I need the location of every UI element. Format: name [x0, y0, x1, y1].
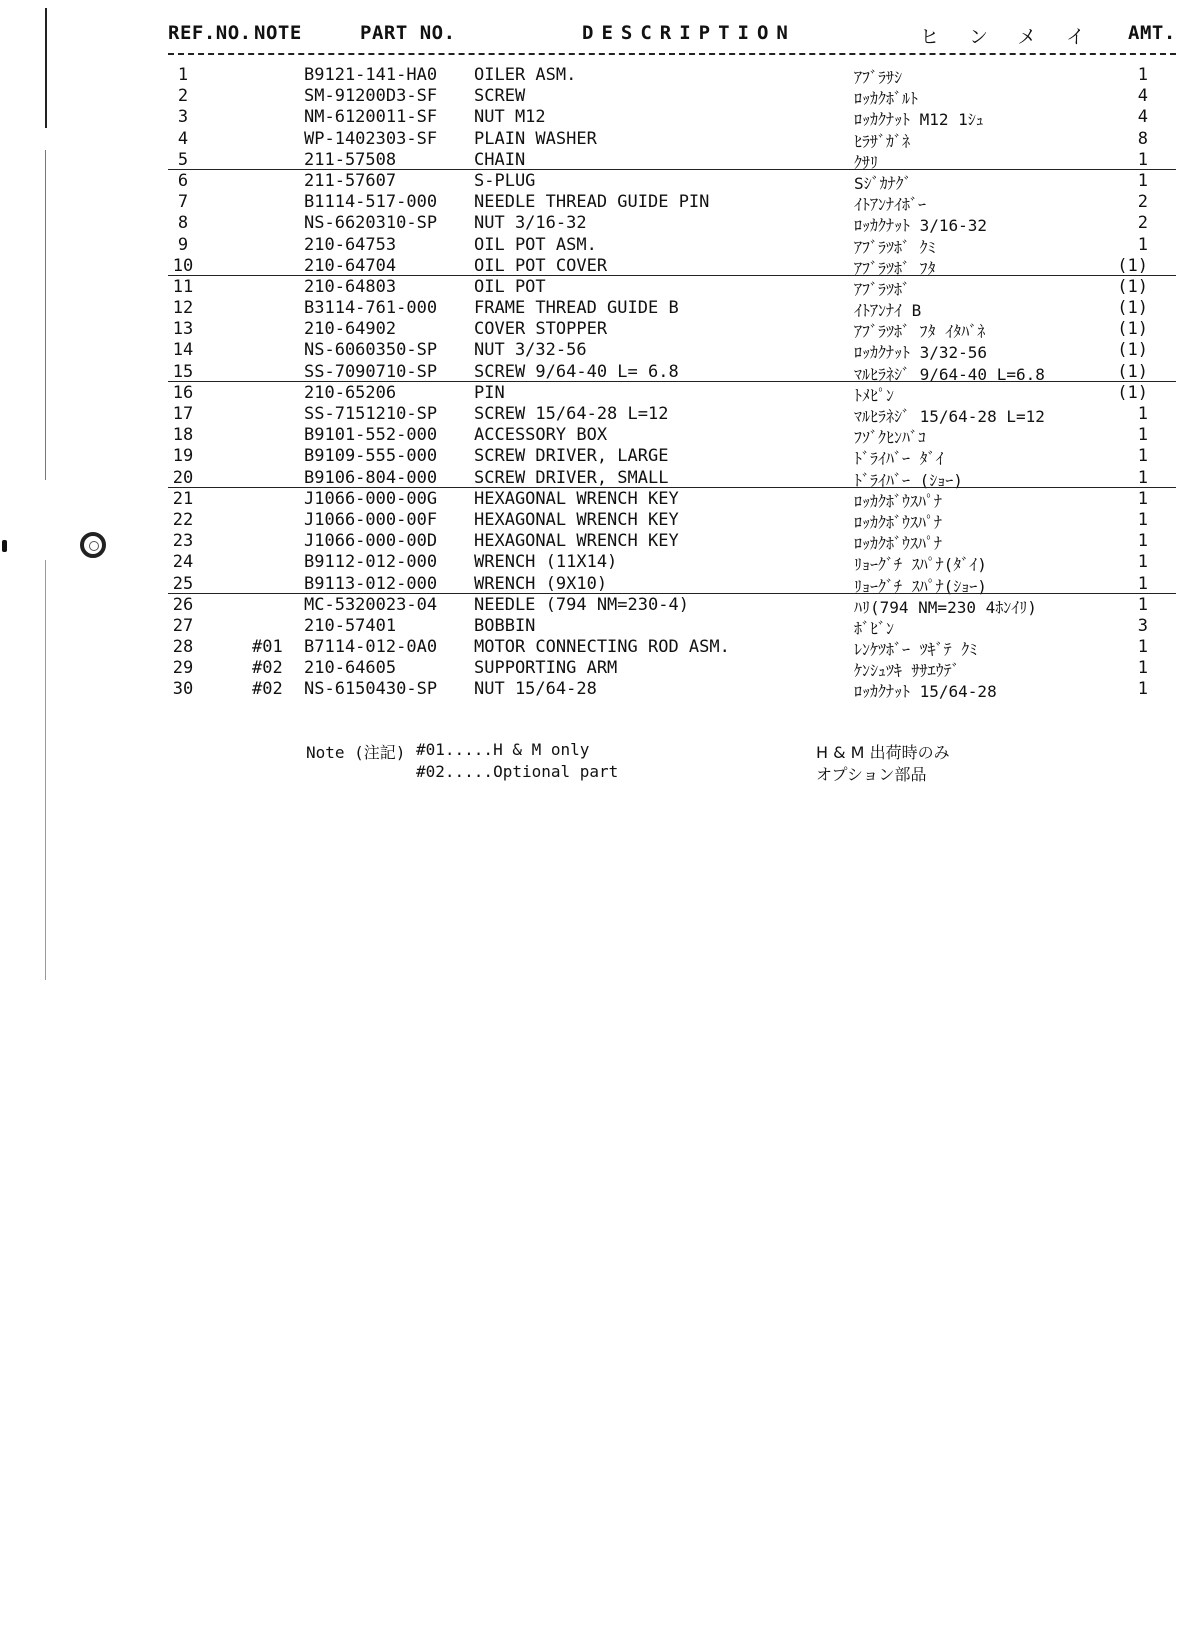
- table-row: [168, 128, 1172, 149]
- ref-no-cell: 5: [177, 149, 189, 170]
- ref-no-cell: 10: [172, 255, 194, 276]
- note-line: [306, 762, 1166, 784]
- kana-name-cell: ﾛｯｶｸﾎﾞﾙﾄ: [854, 89, 919, 109]
- ref-no-cell: 14: [172, 340, 194, 361]
- amount-cell: 1: [1137, 404, 1148, 424]
- kana-name-cell: ﾛｯｶｸﾎﾞｳｽﾊﾟﾅ: [854, 534, 943, 554]
- kana-name-cell: ｸｻﾘ: [854, 152, 879, 172]
- part-no-cell: NS-6150430-SP: [304, 679, 438, 700]
- table-row: [168, 467, 1172, 488]
- description-cell: S-PLUG: [474, 170, 536, 191]
- ref-no-cell: 9: [177, 234, 189, 255]
- part-no-cell: J1066-000-00D: [304, 531, 438, 552]
- kana-name-cell: ﾄﾞﾗｲﾊﾞｰ (ｼｮｰ): [854, 470, 963, 490]
- amount-cell: 1: [1137, 446, 1148, 467]
- ref-no-cell: 20: [172, 467, 194, 488]
- table-row: [168, 488, 1172, 509]
- kana-name-cell: ｱﾌﾞﾗﾂﾎﾞ: [854, 279, 911, 299]
- description-cell: NEEDLE (794 NM=230-4): [474, 594, 689, 615]
- description-cell: WRENCH (9X10): [474, 573, 608, 594]
- ref-no-cell: 25: [172, 573, 194, 594]
- description-cell: PIN: [474, 382, 505, 403]
- table-row: [168, 234, 1172, 255]
- kana-name-cell: ﾏﾙﾋﾗﾈｼﾞ 9/64-40 L=6.8: [854, 364, 1045, 384]
- table-row: [168, 445, 1172, 469]
- amount-cell: 1: [1137, 658, 1148, 679]
- part-no-cell: 211-57508: [304, 149, 397, 170]
- description-cell: SCREW: [474, 86, 526, 107]
- part-no-cell: NS-6620310-SP: [304, 213, 438, 234]
- scan-edge-mark: [2, 540, 7, 552]
- ref-no-cell: 12: [172, 298, 194, 319]
- kana-name-cell: ﾛｯｶｸﾅｯﾄ 15/64-28: [854, 682, 997, 702]
- description-cell: OIL POT: [474, 276, 546, 297]
- note-japanese: H & M 出荷時のみ: [816, 743, 950, 762]
- kana-name-cell: ﾛｯｶｸﾅｯﾄ 3/32-56: [854, 343, 988, 363]
- kana-name-cell: ﾚﾝｹﾂﾎﾞｰ ﾂｷﾞﾃ ｸﾐ: [854, 640, 978, 660]
- ref-no-cell: 24: [172, 552, 194, 573]
- table-row: [168, 64, 1172, 85]
- note-japanese: オプション部品: [816, 765, 927, 784]
- table-row: [168, 170, 1172, 191]
- kana-name-cell: ｱﾌﾞﾗﾂﾎﾞ ﾌﾀ ｲﾀﾊﾞﾈ: [854, 322, 986, 342]
- table-row: [168, 594, 1172, 615]
- amount-cell: 1: [1137, 552, 1148, 573]
- amount-cell: 4: [1137, 86, 1148, 107]
- part-no-cell: SS-7090710-SP: [304, 361, 438, 382]
- table-row: [168, 85, 1172, 109]
- part-no-cell: B1114-517-000: [304, 192, 438, 213]
- kana-name-cell: ﾊﾘ(794 NM=230 4ﾎﾝｲﾘ): [854, 597, 1037, 617]
- part-no-cell: 210-64902: [304, 319, 397, 340]
- amount-cell: (1): [1117, 340, 1148, 361]
- punch-hole-icon: [80, 532, 106, 558]
- description-cell: SCREW DRIVER, SMALL: [474, 467, 669, 488]
- description-cell: PLAIN WASHER: [474, 128, 597, 149]
- header-ref-no: REF.NO.: [168, 22, 252, 44]
- table-row: [168, 382, 1172, 403]
- part-no-cell: B7114-012-0A0: [304, 637, 438, 658]
- part-no-cell: SM-91200D3-SF: [304, 86, 438, 107]
- amount-cell: (1): [1117, 255, 1148, 276]
- amount-cell: 3: [1137, 615, 1148, 636]
- amount-cell: 4: [1137, 107, 1148, 128]
- kana-name-cell: ｲﾄｱﾝﾅｲﾎﾞｰ: [854, 195, 927, 215]
- kana-name-cell: ｲﾄｱﾝﾅｲ B: [854, 301, 922, 321]
- note-code: #02.....Optional part: [416, 762, 619, 781]
- description-cell: OIL POT ASM.: [474, 234, 597, 255]
- table-row: [168, 318, 1172, 342]
- table-row: [168, 255, 1172, 276]
- kana-name-cell: ﾘｮｰｸﾞﾁ ｽﾊﾟﾅ(ｼｮｰ): [854, 576, 987, 596]
- table-row: [168, 424, 1172, 448]
- description-cell: FRAME THREAD GUIDE B: [474, 298, 679, 319]
- ref-no-cell: 3: [177, 107, 189, 128]
- description-cell: SUPPORTING ARM: [474, 658, 618, 679]
- description-cell: SCREW 15/64-28 L=12: [474, 404, 669, 424]
- part-no-cell: B9109-555-000: [304, 446, 438, 467]
- amount-cell: 1: [1137, 234, 1148, 255]
- ref-no-cell: 26: [172, 594, 194, 615]
- kana-name-cell: ﾎﾞﾋﾞﾝ: [854, 618, 895, 638]
- header-part-no: PART NO.: [360, 22, 456, 44]
- amount-cell: 1: [1137, 488, 1148, 509]
- amount-cell: 2: [1137, 192, 1148, 213]
- description-cell: NUT M12: [474, 107, 546, 128]
- part-no-cell: B3114-761-000: [304, 298, 438, 319]
- ref-no-cell: 16: [172, 382, 194, 403]
- ref-no-cell: 4: [177, 128, 189, 149]
- parts-table-body: [168, 64, 1172, 700]
- kana-name-cell: ﾛｯｶｸﾅｯﾄ M12 1ｼｭ: [854, 110, 984, 130]
- amount-cell: 1: [1137, 65, 1148, 85]
- header-note: NOTE: [254, 22, 302, 44]
- binding-margin-line: [45, 150, 46, 480]
- amount-cell: 1: [1137, 149, 1148, 170]
- ref-no-cell: 17: [172, 404, 194, 424]
- part-no-cell: B9113-012-000: [304, 573, 438, 594]
- amount-cell: (1): [1117, 319, 1148, 340]
- description-cell: OILER ASM.: [474, 65, 577, 85]
- header-amount: AMT.: [1128, 22, 1176, 44]
- table-row: [168, 297, 1172, 321]
- part-no-cell: B9121-141-HA0: [304, 65, 438, 85]
- amount-cell: (1): [1117, 361, 1148, 382]
- ref-no-cell: 29: [172, 658, 194, 679]
- kana-name-cell: ﾄﾞﾗｲﾊﾞｰ ﾀﾞｲ: [854, 449, 944, 469]
- ref-no-cell: 7: [177, 192, 189, 213]
- part-no-cell: B9106-804-000: [304, 467, 438, 488]
- table-row: [168, 657, 1172, 681]
- ref-no-cell: 13: [172, 319, 194, 340]
- part-no-cell: MC-5320023-04: [304, 594, 438, 615]
- part-no-cell: 211-57607: [304, 170, 397, 191]
- amount-cell: 1: [1137, 425, 1148, 446]
- note-code: #01.....H & M only: [416, 740, 590, 759]
- kana-name-cell: ﾛｯｶｸﾎﾞｳｽﾊﾟﾅ: [854, 512, 943, 532]
- part-no-cell: NM-6120011-SF: [304, 107, 438, 128]
- part-no-cell: J1066-000-00F: [304, 509, 438, 530]
- description-cell: ACCESSORY BOX: [474, 425, 608, 446]
- amount-cell: 1: [1137, 467, 1148, 488]
- description-cell: NUT 15/64-28: [474, 679, 597, 700]
- kana-name-cell: ｱﾌﾞﾗﾂﾎﾞ ﾌﾀ: [854, 258, 936, 278]
- part-no-cell: 210-64704: [304, 255, 397, 276]
- part-no-cell: NS-6060350-SP: [304, 340, 438, 361]
- description-cell: NEEDLE THREAD GUIDE PIN: [474, 192, 710, 213]
- amount-cell: 1: [1137, 531, 1148, 552]
- kana-name-cell: ﾋﾗｻﾞｶﾞﾈ: [854, 131, 911, 151]
- table-row: [168, 551, 1172, 575]
- description-cell: OIL POT COVER: [474, 255, 608, 276]
- part-no-cell: 210-64605: [304, 658, 397, 679]
- amount-cell: 2: [1137, 213, 1148, 234]
- ref-no-cell: 15: [172, 361, 194, 382]
- table-row: [168, 106, 1172, 130]
- part-no-cell: SS-7151210-SP: [304, 404, 438, 424]
- description-cell: NUT 3/16-32: [474, 213, 587, 234]
- amount-cell: 1: [1137, 637, 1148, 658]
- part-no-cell: 210-64803: [304, 276, 397, 297]
- binding-margin-line: [45, 560, 46, 980]
- part-no-cell: 210-64753: [304, 234, 397, 255]
- amount-cell: 8: [1137, 128, 1148, 149]
- note-cell: #02: [252, 658, 283, 679]
- notes-section: [306, 740, 1166, 784]
- kana-name-cell: ﾄﾒﾋﾟﾝ: [854, 385, 895, 405]
- ref-no-cell: 30: [172, 679, 194, 700]
- description-cell: NUT 3/32-56: [474, 340, 587, 361]
- amount-cell: (1): [1117, 276, 1148, 297]
- header-divider: [168, 53, 1176, 55]
- part-no-cell: B9112-012-000: [304, 552, 438, 573]
- description-cell: COVER STOPPER: [474, 319, 608, 340]
- amount-cell: (1): [1117, 382, 1148, 403]
- part-no-cell: B9101-552-000: [304, 425, 438, 446]
- part-no-cell: J1066-000-00G: [304, 488, 438, 509]
- ref-no-cell: 2: [177, 86, 189, 107]
- header-kana-name: ヒンメイ: [920, 26, 1116, 48]
- kana-name-cell: ﾏﾙﾋﾗﾈｼﾞ 15/64-28 L=12: [854, 407, 1045, 426]
- description-cell: HEXAGONAL WRENCH KEY: [474, 509, 679, 530]
- part-no-cell: 210-65206: [304, 382, 397, 403]
- description-cell: CHAIN: [474, 149, 526, 170]
- ref-no-cell: 8: [177, 213, 189, 234]
- table-row: [168, 276, 1172, 297]
- ref-no-cell: 21: [172, 488, 194, 509]
- ref-no-cell: 27: [172, 615, 194, 636]
- note-cell: #01: [252, 637, 283, 658]
- kana-name-cell: ｱﾌﾞﾗﾂﾎﾞ ｸﾐ: [854, 237, 936, 257]
- table-row: [168, 636, 1172, 660]
- ref-no-cell: 1: [177, 65, 189, 85]
- ref-no-cell: 18: [172, 425, 194, 446]
- description-cell: SCREW DRIVER, LARGE: [474, 446, 669, 467]
- description-cell: SCREW 9/64-40 L= 6.8: [474, 361, 679, 382]
- table-row: [168, 339, 1172, 363]
- table-row: [168, 530, 1172, 554]
- description-cell: MOTOR CONNECTING ROD ASM.: [474, 637, 730, 658]
- ref-no-cell: 11: [172, 276, 194, 297]
- kana-name-cell: ﾌｿﾞｸﾋﾝﾊﾞｺ: [854, 428, 927, 448]
- amount-cell: 1: [1137, 679, 1148, 700]
- description-cell: HEXAGONAL WRENCH KEY: [474, 488, 679, 509]
- note-cell: #02: [252, 679, 283, 700]
- kana-name-cell: ﾛｯｶｸﾎﾞｳｽﾊﾟﾅ: [854, 491, 943, 511]
- description-cell: WRENCH (11X14): [474, 552, 618, 573]
- ref-no-cell: 6: [177, 170, 189, 191]
- table-row: [168, 615, 1172, 636]
- ref-no-cell: 28: [172, 637, 194, 658]
- amount-cell: 1: [1137, 573, 1148, 594]
- table-row: [168, 361, 1172, 382]
- ref-no-cell: 22: [172, 509, 194, 530]
- kana-name-cell: Sｼﾞｶﾅｸﾞ: [854, 173, 912, 193]
- amount-cell: 1: [1137, 509, 1148, 530]
- notes-label: Note (注記): [306, 743, 406, 762]
- kana-name-cell: ﾘｮｰｸﾞﾁ ｽﾊﾟﾅ(ﾀﾞｲ): [854, 555, 987, 575]
- part-no-cell: WP-1402303-SF: [304, 128, 438, 149]
- table-row: [168, 678, 1172, 702]
- note-line: [306, 740, 1166, 762]
- amount-cell: (1): [1117, 298, 1148, 319]
- table-row: [168, 149, 1172, 170]
- table-row: [168, 509, 1172, 530]
- description-cell: BOBBIN: [474, 615, 536, 636]
- table-row: [168, 573, 1172, 594]
- amount-cell: 1: [1137, 170, 1148, 191]
- amount-cell: 1: [1137, 594, 1148, 615]
- table-row: [168, 212, 1172, 236]
- description-cell: HEXAGONAL WRENCH KEY: [474, 531, 679, 552]
- kana-name-cell: ｱﾌﾞﾗｻｼ: [854, 68, 903, 87]
- table-row: [168, 403, 1172, 424]
- header-description: DESCRIPTION: [582, 22, 796, 44]
- table-row: [168, 191, 1172, 215]
- ref-no-cell: 23: [172, 531, 194, 552]
- kana-name-cell: ｹﾝｼｭﾂｷ ｻｻｴｳﾃﾞ: [854, 661, 960, 681]
- ref-no-cell: 19: [172, 446, 194, 467]
- table-header: [168, 22, 1176, 48]
- part-no-cell: 210-57401: [304, 615, 397, 636]
- kana-name-cell: ﾛｯｶｸﾅｯﾄ 3/16-32: [854, 216, 988, 236]
- binding-margin-line: [45, 8, 47, 128]
